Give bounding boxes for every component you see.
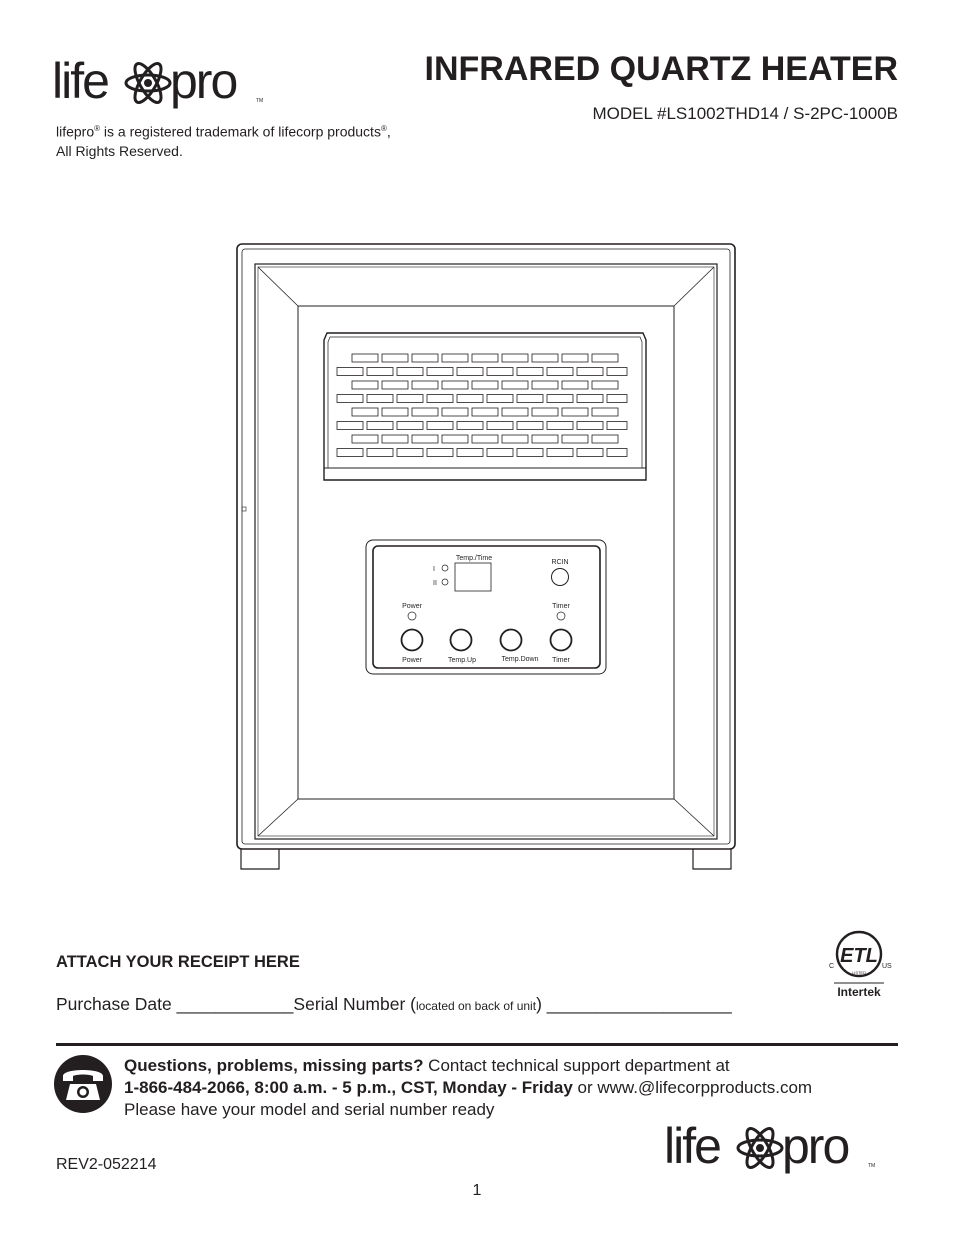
svg-text:TM: TM xyxy=(256,98,264,104)
power-button xyxy=(402,630,423,651)
indicator-2-label: II xyxy=(433,580,437,587)
grille-slot xyxy=(337,395,363,403)
grille-slot xyxy=(532,408,558,416)
support-lead-bold: Questions, problems, missing parts? xyxy=(124,1056,424,1075)
indicator-1-light xyxy=(442,565,448,571)
lifepro-logo-graphic xyxy=(52,50,267,116)
svg-text:TM: TM xyxy=(868,1163,876,1169)
grille-slot xyxy=(352,354,378,362)
grille-slot xyxy=(547,422,573,430)
intertek-label: Intertek xyxy=(837,985,881,999)
indicator-1-label: I xyxy=(433,566,435,573)
grille-slot xyxy=(427,422,453,430)
serial-number-label: Serial Number ( xyxy=(293,994,416,1014)
grille-slot xyxy=(337,368,363,376)
purchase-date-label: Purchase Date xyxy=(56,994,177,1014)
grille-slot xyxy=(532,435,558,443)
grille-slot xyxy=(352,435,378,443)
grille-slot xyxy=(382,381,408,389)
temp-time-label: Temp./Time xyxy=(455,555,493,562)
etl-text: ETL xyxy=(840,945,878,967)
grille-slot xyxy=(457,395,483,403)
grille-slot xyxy=(427,449,453,457)
grille-slot xyxy=(457,449,483,457)
grille-slot xyxy=(577,368,603,376)
revision-code: REV2-052214 xyxy=(56,1156,157,1173)
etl-c-label: C xyxy=(829,963,835,970)
rcin-receiver xyxy=(552,569,569,586)
grille-slot xyxy=(382,408,408,416)
timer-button xyxy=(551,630,572,651)
atom-icon xyxy=(126,60,170,106)
grille-slot xyxy=(442,381,468,389)
grille-slot xyxy=(502,381,528,389)
grille-slot xyxy=(607,422,627,430)
trademark-text: is a registered trademark of lifecorp products xyxy=(100,123,381,140)
grille-slot xyxy=(487,395,513,403)
grille-slot xyxy=(502,435,528,443)
grille-slot xyxy=(427,395,453,403)
grille-slot xyxy=(397,368,423,376)
trademark-notice xyxy=(56,119,476,161)
registered-mark: ® xyxy=(94,124,101,133)
temp-down-button xyxy=(501,630,522,651)
support-ready-text: Please have your model and serial number ready xyxy=(124,1100,495,1119)
grille-slot xyxy=(517,422,543,430)
grille-slot xyxy=(352,381,378,389)
etl-certification-mark xyxy=(826,928,892,1000)
trademark-suffix: , xyxy=(386,123,391,140)
grille-slot xyxy=(607,449,627,457)
lifepro-logo-top xyxy=(52,50,267,116)
power-button-label: Power xyxy=(402,657,422,664)
grille-slot xyxy=(457,368,483,376)
heater-illustration xyxy=(234,242,738,874)
grille-slot xyxy=(382,354,408,362)
grille-slot xyxy=(352,408,378,416)
purchase-date-blank: ____________ xyxy=(176,994,294,1014)
page-number: 1 xyxy=(472,1182,482,1199)
grille-slot xyxy=(442,354,468,362)
grille-slot xyxy=(397,422,423,430)
grille-slot xyxy=(577,422,603,430)
etl-listed-label: LISTED xyxy=(851,970,867,975)
grille-slot xyxy=(337,449,363,457)
purchase-line xyxy=(56,994,732,1015)
grille-slot xyxy=(472,354,498,362)
model-number: MODEL #LS1002THD14 / S-2PC-1000B xyxy=(592,104,898,123)
grille-slot xyxy=(502,354,528,362)
heater-grille xyxy=(324,333,646,480)
grille-slot xyxy=(412,381,438,389)
etl-us-label: US xyxy=(882,963,892,970)
support-lead-text: Contact technical support department at xyxy=(423,1056,730,1075)
grille-slot xyxy=(562,381,588,389)
svg-text:pro: pro xyxy=(170,53,237,109)
rcin-label: RCIN xyxy=(551,559,569,566)
grille-slot xyxy=(397,395,423,403)
section-divider xyxy=(56,1043,898,1046)
grille-slot xyxy=(517,368,543,376)
grille-slot xyxy=(607,395,627,403)
grille-slot xyxy=(367,395,393,403)
grille-slot xyxy=(487,368,513,376)
timer-button-label: Timer xyxy=(552,657,570,664)
foot-left xyxy=(241,849,279,869)
grille-slot xyxy=(412,408,438,416)
grille-slot xyxy=(577,395,603,403)
grille-slot xyxy=(577,449,603,457)
svg-text:life: life xyxy=(52,53,108,109)
timer-indicator-light xyxy=(557,612,565,620)
grille-slot xyxy=(547,368,573,376)
grille-slot xyxy=(547,395,573,403)
grille-slot xyxy=(367,368,393,376)
grille-slot xyxy=(532,381,558,389)
grille-slot xyxy=(562,354,588,362)
svg-text:pro: pro xyxy=(782,1118,849,1174)
grille-slot xyxy=(592,435,618,443)
support-website: or www.@lifecorpproducts.com xyxy=(572,1078,813,1097)
grille-slot xyxy=(442,408,468,416)
foot-right xyxy=(693,849,731,869)
receipt-heading: ATTACH YOUR RECEIPT HERE xyxy=(56,953,300,971)
grille-slot xyxy=(502,408,528,416)
lifepro-logo-bottom xyxy=(664,1115,879,1181)
registered-mark: ® xyxy=(380,124,387,133)
temp-down-button-label: Temp.Down xyxy=(501,656,539,663)
grille-slot xyxy=(592,408,618,416)
grille-slot xyxy=(517,395,543,403)
grille-slot xyxy=(457,422,483,430)
support-contact-bold: 1-866-484-2066, 8:00 a.m. - 5 p.m., CST, Monday - Friday xyxy=(124,1078,573,1097)
grille-slot xyxy=(562,408,588,416)
indicator-2-light xyxy=(442,579,448,585)
rights-text: All Rights Reserved. xyxy=(56,142,183,159)
grille-slot xyxy=(427,368,453,376)
grille-slot xyxy=(382,435,408,443)
grille-slot xyxy=(337,422,363,430)
grille-slot xyxy=(547,449,573,457)
power-indicator-light xyxy=(408,612,416,620)
serial-number-note: located on back of unit xyxy=(415,999,537,1013)
grille-slot xyxy=(517,449,543,457)
trademark-brand: lifepro xyxy=(56,123,95,140)
grille-slot xyxy=(367,422,393,430)
grille-slot xyxy=(487,422,513,430)
svg-text:life: life xyxy=(664,1118,720,1174)
inner-bevel xyxy=(298,306,674,799)
temp-time-display xyxy=(455,563,491,591)
power-indicator-label: Power xyxy=(402,603,422,610)
temp-up-button-label: Temp.Up xyxy=(447,657,477,664)
grille-slot xyxy=(472,408,498,416)
grille-slot xyxy=(592,354,618,362)
grille-slot xyxy=(367,449,393,457)
grille-slot xyxy=(412,354,438,362)
grille-slot xyxy=(397,449,423,457)
grille-slot xyxy=(592,381,618,389)
grille-slot xyxy=(562,435,588,443)
grille-slot xyxy=(412,435,438,443)
grille-slot xyxy=(532,354,558,362)
timer-indicator-label: Timer xyxy=(552,603,570,610)
telephone-icon xyxy=(53,1054,113,1114)
page-title: INFRARED QUARTZ HEATER xyxy=(424,50,898,88)
lifepro-logo-graphic xyxy=(664,1115,879,1181)
grille-slot xyxy=(487,449,513,457)
grille-slot xyxy=(442,435,468,443)
temp-up-button xyxy=(451,630,472,651)
grille-slot xyxy=(472,381,498,389)
grille-slot xyxy=(472,435,498,443)
grille-slot xyxy=(607,368,627,376)
serial-number-blank: ___________________ xyxy=(546,994,732,1014)
serial-close: ) xyxy=(536,994,547,1014)
atom-icon xyxy=(738,1125,782,1171)
support-info xyxy=(124,1055,904,1121)
